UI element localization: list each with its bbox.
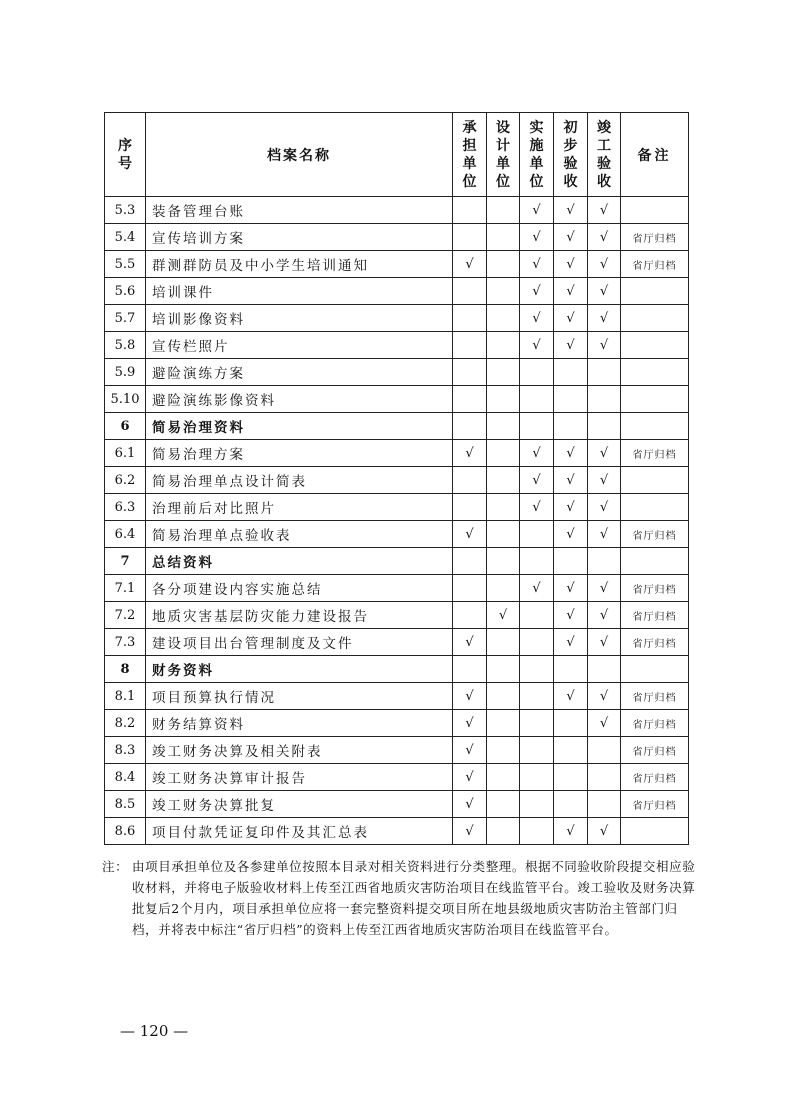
check-mark-cell: [453, 575, 487, 602]
row-archive-name: 竣工财务决算批复: [146, 791, 453, 818]
row-remark: [621, 818, 689, 845]
check-mark-cell: [453, 467, 487, 494]
row-archive-name: 简易治理单点设计简表: [146, 467, 453, 494]
check-mark-cell: √: [554, 332, 588, 359]
check-mark-cell: √: [520, 440, 554, 467]
check-mark-cell: √: [588, 521, 621, 548]
row-number: 8.4: [105, 764, 146, 791]
row-number: 5.10: [105, 386, 146, 413]
check-mark-cell: [520, 656, 554, 683]
row-remark: [621, 386, 689, 413]
check-mark-cell: √: [588, 710, 621, 737]
check-mark-cell: √: [520, 305, 554, 332]
row-archive-name: 群测群防员及中小学生培训通知: [146, 251, 453, 278]
check-mark-cell: [487, 710, 520, 737]
row-remark: 省厅归档: [621, 737, 689, 764]
check-mark-cell: √: [487, 602, 520, 629]
row-number: 5.3: [105, 197, 146, 224]
check-mark-cell: √: [554, 440, 588, 467]
table-row: [105, 359, 689, 386]
check-mark-cell: [520, 359, 554, 386]
table-row: [105, 602, 689, 629]
row-number: 8.2: [105, 710, 146, 737]
check-mark-cell: √: [453, 791, 487, 818]
row-number: 8.5: [105, 791, 146, 818]
check-mark-cell: [453, 548, 487, 575]
row-archive-name: 地质灾害基层防灾能力建设报告: [146, 602, 453, 629]
table-row: [105, 737, 689, 764]
check-mark-cell: √: [520, 278, 554, 305]
check-mark-cell: [487, 278, 520, 305]
check-mark-cell: √: [520, 332, 554, 359]
row-remark: 省厅归档: [621, 629, 689, 656]
header-col-designer: 设 计 单 位: [487, 113, 520, 197]
check-mark-cell: √: [453, 629, 487, 656]
header-seq: 序 号: [105, 113, 146, 197]
check-mark-cell: [487, 224, 520, 251]
check-mark-cell: [453, 413, 487, 440]
check-mark-cell: √: [554, 305, 588, 332]
row-archive-name: 装备管理台账: [146, 197, 453, 224]
check-mark-cell: √: [588, 602, 621, 629]
check-mark-cell: √: [588, 467, 621, 494]
check-mark-cell: [588, 359, 621, 386]
check-mark-cell: [487, 440, 520, 467]
check-mark-cell: [588, 386, 621, 413]
check-mark-cell: [588, 548, 621, 575]
row-remark: [621, 197, 689, 224]
check-mark-cell: [453, 494, 487, 521]
page-number: — 120 —: [120, 1022, 189, 1040]
row-number: 5.8: [105, 332, 146, 359]
table-row: [105, 818, 689, 845]
row-archive-name: 财务结算资料: [146, 710, 453, 737]
check-mark-cell: [487, 305, 520, 332]
check-mark-cell: [453, 656, 487, 683]
check-mark-cell: √: [520, 197, 554, 224]
row-archive-name: 简易治理方案: [146, 440, 453, 467]
row-remark: [621, 494, 689, 521]
check-mark-cell: [588, 791, 621, 818]
check-mark-cell: √: [588, 251, 621, 278]
row-archive-name: 项目付款凭证复印件及其汇总表: [146, 818, 453, 845]
check-mark-cell: [520, 386, 554, 413]
row-remark: 省厅归档: [621, 440, 689, 467]
check-mark-cell: [453, 332, 487, 359]
check-mark-cell: √: [554, 521, 588, 548]
table-row: [105, 494, 689, 521]
check-mark-cell: [487, 629, 520, 656]
header-col-undertaker: 承 担 单 位: [453, 113, 487, 197]
footnote: [102, 856, 702, 940]
check-mark-cell: [520, 629, 554, 656]
check-mark-cell: [554, 386, 588, 413]
row-archive-name: 宣传栏照片: [146, 332, 453, 359]
row-remark: 省厅归档: [621, 575, 689, 602]
row-archive-name: 总结资料: [146, 548, 453, 575]
table-row: [105, 332, 689, 359]
check-mark-cell: [554, 548, 588, 575]
check-mark-cell: √: [554, 629, 588, 656]
row-number: 5.7: [105, 305, 146, 332]
check-mark-cell: √: [453, 251, 487, 278]
row-number: 5.9: [105, 359, 146, 386]
header-col-implementer: 实 施 单 位: [520, 113, 554, 197]
row-remark: [621, 467, 689, 494]
check-mark-cell: √: [554, 224, 588, 251]
row-remark: 省厅归档: [621, 521, 689, 548]
archive-table-body: [105, 197, 689, 845]
check-mark-cell: [554, 737, 588, 764]
check-mark-cell: √: [554, 197, 588, 224]
check-mark-cell: [487, 818, 520, 845]
check-mark-cell: [453, 197, 487, 224]
table-row: [105, 683, 689, 710]
check-mark-cell: [487, 413, 520, 440]
row-remark: [621, 413, 689, 440]
check-mark-cell: [487, 467, 520, 494]
table-row: [105, 575, 689, 602]
section-row: [105, 548, 689, 575]
check-mark-cell: √: [554, 683, 588, 710]
check-mark-cell: [520, 818, 554, 845]
row-number: 6.1: [105, 440, 146, 467]
row-number: 6.2: [105, 467, 146, 494]
check-mark-cell: [487, 359, 520, 386]
row-archive-name: 避险演练影像资料: [146, 386, 453, 413]
check-mark-cell: √: [453, 764, 487, 791]
table-row: [105, 440, 689, 467]
check-mark-cell: [487, 791, 520, 818]
footnote-text: 由项目承担单位及各参建单位按照本目录对相关资料进行分类整理。根据不同验收阶段提交相应验收材料，并将电子版验收材料上传至江西省地质灾害防治项目在线监管平台。竣工验收及财务决算批复后2个月内，项目承担单位应将一套完整资料提交项目所在地县级地质灾害防治主管部门归档，并将表中标注“省厅归档”的资料上传至江西省地质灾害防治项目在线监管平台。: [132, 859, 696, 937]
header-col-final: 竣 工 验 收: [588, 113, 621, 197]
row-remark: 省厅归档: [621, 224, 689, 251]
row-archive-name: 简易治理单点验收表: [146, 521, 453, 548]
check-mark-cell: [554, 710, 588, 737]
check-mark-cell: √: [554, 602, 588, 629]
check-mark-cell: √: [554, 278, 588, 305]
check-mark-cell: [554, 413, 588, 440]
table-row: [105, 764, 689, 791]
check-mark-cell: √: [554, 467, 588, 494]
row-remark: 省厅归档: [621, 602, 689, 629]
check-mark-cell: √: [588, 629, 621, 656]
row-remark: 省厅归档: [621, 764, 689, 791]
check-mark-cell: √: [520, 575, 554, 602]
row-number: 5.4: [105, 224, 146, 251]
check-mark-cell: [520, 791, 554, 818]
check-mark-cell: [453, 602, 487, 629]
table-row: [105, 521, 689, 548]
check-mark-cell: √: [588, 224, 621, 251]
table-row: [105, 224, 689, 251]
row-archive-name: 宣传培训方案: [146, 224, 453, 251]
table-row: [105, 197, 689, 224]
row-remark: [621, 332, 689, 359]
check-mark-cell: [554, 656, 588, 683]
check-mark-cell: √: [453, 710, 487, 737]
section-row: [105, 656, 689, 683]
row-archive-name: 项目预算执行情况: [146, 683, 453, 710]
check-mark-cell: √: [453, 440, 487, 467]
header-name: 档案名称: [146, 113, 453, 197]
row-archive-name: 治理前后对比照片: [146, 494, 453, 521]
row-number: 8.1: [105, 683, 146, 710]
check-mark-cell: [520, 548, 554, 575]
check-mark-cell: √: [554, 251, 588, 278]
row-remark: [621, 305, 689, 332]
check-mark-cell: [554, 791, 588, 818]
row-number: 5.5: [105, 251, 146, 278]
check-mark-cell: [520, 764, 554, 791]
check-mark-cell: [453, 305, 487, 332]
table-row: [105, 251, 689, 278]
row-number: 8.3: [105, 737, 146, 764]
check-mark-cell: [487, 332, 520, 359]
table-row: [105, 305, 689, 332]
row-remark: 省厅归档: [621, 683, 689, 710]
check-mark-cell: √: [588, 575, 621, 602]
row-number: 7.3: [105, 629, 146, 656]
row-number: 7.1: [105, 575, 146, 602]
check-mark-cell: √: [588, 305, 621, 332]
check-mark-cell: √: [588, 197, 621, 224]
row-archive-name: 避险演练方案: [146, 359, 453, 386]
check-mark-cell: [487, 197, 520, 224]
row-archive-name: 培训影像资料: [146, 305, 453, 332]
section-row: [105, 413, 689, 440]
row-number: 7.2: [105, 602, 146, 629]
table-row: [105, 278, 689, 305]
check-mark-cell: √: [520, 494, 554, 521]
check-mark-cell: [487, 764, 520, 791]
table-row: [105, 386, 689, 413]
check-mark-cell: [487, 386, 520, 413]
check-mark-cell: [487, 737, 520, 764]
check-mark-cell: √: [520, 251, 554, 278]
check-mark-cell: √: [588, 278, 621, 305]
check-mark-cell: [520, 413, 554, 440]
row-remark: [621, 548, 689, 575]
header-row: [105, 113, 689, 197]
check-mark-cell: √: [588, 494, 621, 521]
check-mark-cell: [487, 494, 520, 521]
check-mark-cell: [453, 224, 487, 251]
check-mark-cell: √: [554, 494, 588, 521]
check-mark-cell: [520, 683, 554, 710]
check-mark-cell: √: [453, 818, 487, 845]
table-row: [105, 467, 689, 494]
row-remark: [621, 359, 689, 386]
row-archive-name: 培训课件: [146, 278, 453, 305]
row-remark: 省厅归档: [621, 251, 689, 278]
check-mark-cell: [554, 764, 588, 791]
table-row: [105, 791, 689, 818]
check-mark-cell: √: [588, 332, 621, 359]
archive-table: [104, 112, 689, 845]
check-mark-cell: √: [588, 683, 621, 710]
check-mark-cell: [588, 764, 621, 791]
footnote-label: 注：: [102, 859, 129, 874]
check-mark-cell: [453, 386, 487, 413]
check-mark-cell: [487, 251, 520, 278]
row-remark: 省厅归档: [621, 710, 689, 737]
check-mark-cell: [487, 683, 520, 710]
check-mark-cell: [453, 359, 487, 386]
check-mark-cell: √: [453, 737, 487, 764]
check-mark-cell: √: [453, 521, 487, 548]
row-number: 6.4: [105, 521, 146, 548]
header-col-preliminary: 初 步 验 收: [554, 113, 588, 197]
check-mark-cell: [554, 359, 588, 386]
check-mark-cell: √: [520, 224, 554, 251]
row-remark: [621, 278, 689, 305]
row-remark: [621, 656, 689, 683]
row-archive-name: 简易治理资料: [146, 413, 453, 440]
check-mark-cell: [588, 656, 621, 683]
check-mark-cell: [487, 656, 520, 683]
row-number: 7: [105, 548, 146, 575]
table-row: [105, 629, 689, 656]
header-remark: 备注: [621, 113, 689, 197]
check-mark-cell: [588, 413, 621, 440]
row-number: 8.6: [105, 818, 146, 845]
row-archive-name: 各分项建设内容实施总结: [146, 575, 453, 602]
check-mark-cell: [588, 737, 621, 764]
check-mark-cell: [453, 278, 487, 305]
row-number: 8: [105, 656, 146, 683]
check-mark-cell: √: [520, 467, 554, 494]
check-mark-cell: [520, 710, 554, 737]
check-mark-cell: √: [588, 440, 621, 467]
check-mark-cell: [487, 548, 520, 575]
row-number: 6.3: [105, 494, 146, 521]
check-mark-cell: √: [554, 818, 588, 845]
row-archive-name: 财务资料: [146, 656, 453, 683]
check-mark-cell: √: [588, 818, 621, 845]
row-number: 6: [105, 413, 146, 440]
row-archive-name: 建设项目出台管理制度及文件: [146, 629, 453, 656]
check-mark-cell: √: [453, 683, 487, 710]
row-archive-name: 竣工财务决算及相关附表: [146, 737, 453, 764]
row-number: 5.6: [105, 278, 146, 305]
check-mark-cell: [520, 521, 554, 548]
check-mark-cell: [520, 602, 554, 629]
table-row: [105, 710, 689, 737]
check-mark-cell: √: [554, 575, 588, 602]
check-mark-cell: [487, 575, 520, 602]
row-archive-name: 竣工财务决算审计报告: [146, 764, 453, 791]
check-mark-cell: [487, 521, 520, 548]
check-mark-cell: [520, 737, 554, 764]
row-remark: 省厅归档: [621, 791, 689, 818]
